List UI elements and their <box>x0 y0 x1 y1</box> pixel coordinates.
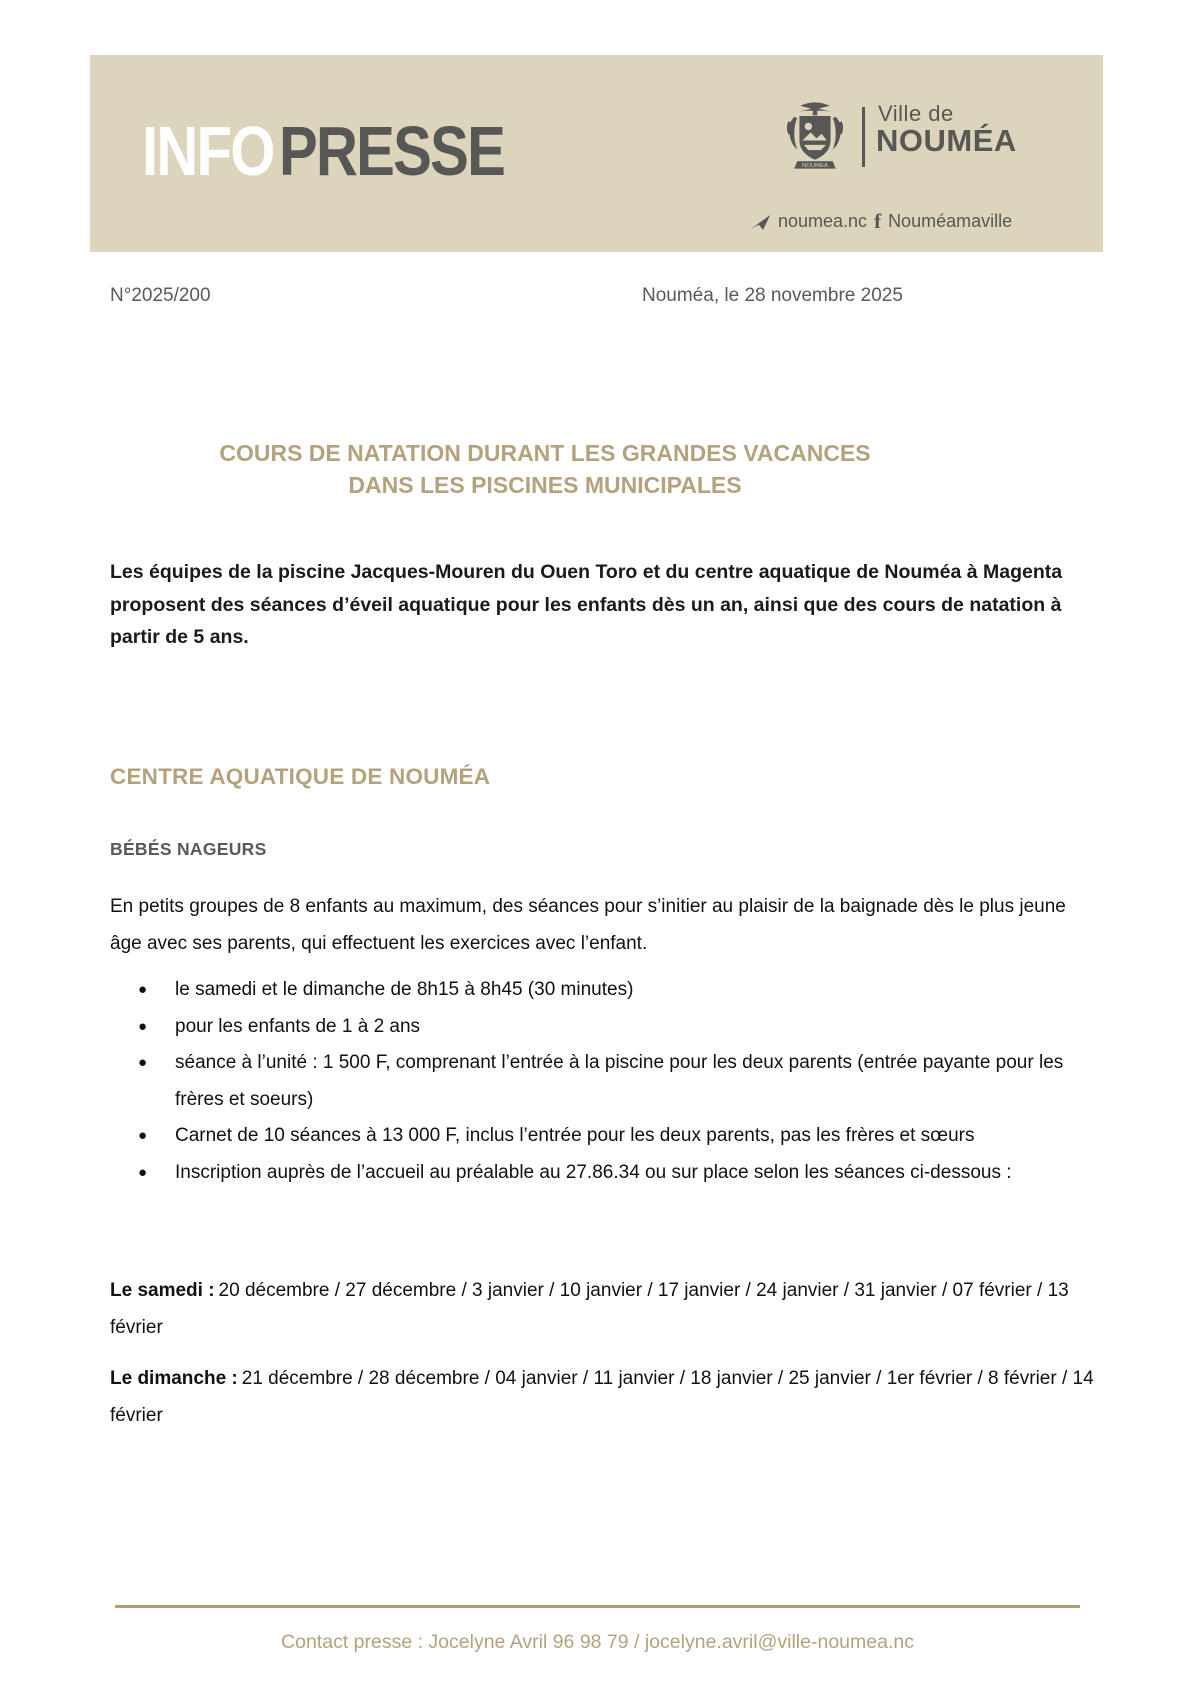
logo-presse-text: PRESSE <box>278 112 505 190</box>
logo-divider <box>862 107 865 167</box>
list-item-text: le samedi et le dimanche de 8h15 à 8h45 (30 minutes) <box>175 979 634 1000</box>
section-subheading: BÉBÉS NAGEURS <box>110 839 267 859</box>
saturday-label: Le samedi : <box>110 1280 215 1301</box>
list-item <box>138 1009 1088 1046</box>
list-item-text: Carnet de 10 séances à 13 000 F, inclus l’entrée pour les deux parents, pas les frères et sœurs <box>175 1125 975 1146</box>
city-name-line1: Ville de <box>878 101 954 126</box>
dateline: Nouméa, le 28 novembre 2025 <box>642 285 903 306</box>
svg-text:NOUMEA: NOUMEA <box>802 163 828 170</box>
title-line1: COURS DE NATATION DURANT LES GRANDES VACANCES <box>219 440 871 466</box>
document-number: N°2025/200 <box>110 285 211 306</box>
document-title <box>112 437 978 501</box>
noumea-coat-of-arms-icon <box>778 101 852 177</box>
facebook-icon: f <box>874 209 882 233</box>
section-heading: CENTRE AQUATIQUE DE NOUMÉA <box>110 764 491 789</box>
bullet-icon: ● <box>138 1127 148 1144</box>
sunday-schedule <box>110 1360 1096 1434</box>
list-item-text: Inscription auprès de l’accueil au préalable au 27.86.34 ou sur place selon les séances ci-dessous : <box>175 1161 1012 1183</box>
city-name-line2: NOUMÉA <box>876 123 1017 158</box>
list-item <box>138 972 1088 1009</box>
title-line2: DANS LES PISCINES MUNICIPALES <box>348 472 742 498</box>
sunday-label: Le dimanche : <box>110 1368 238 1389</box>
logo-info-text: INFO <box>142 112 274 190</box>
press-contact: Contact presse : Jocelyne Avril 96 98 79 / jocelyne.avril@ville-noumea.nc <box>281 1631 914 1653</box>
website-label: noumea.nc <box>778 211 868 231</box>
facebook-label: Nouméamaville <box>888 211 1013 231</box>
list-item-text: pour les enfants de 1 à 2 ans <box>175 1015 421 1037</box>
bebes-nageurs-paragraph: En petits groupes de 8 enfants au maximum, des séances pour s’initier au plaisir de la baignade dès le plus jeune âge avec ses parents, qui effectuent les exercices avec l’enfant. <box>110 896 1066 954</box>
bullet-icon: ● <box>138 1017 148 1035</box>
footer-divider <box>115 1605 1080 1608</box>
list-item-text: séance à l’unité : 1 500 F, comprenant l’entrée à la piscine pour les deux parents (entrée payante pour les frères et soeurs) <box>175 1052 1064 1110</box>
session-details-list <box>138 972 1088 1191</box>
saturday-schedule <box>110 1272 1096 1346</box>
saturday-dates: 20 décembre / 27 décembre / 3 janvier / 10 janvier / 17 janvier / 24 janvier / 31 janvier / 07 février / 13 février <box>110 1280 1069 1338</box>
header-banner <box>90 55 1103 252</box>
city-logo-block <box>750 99 1080 239</box>
list-item <box>138 1045 1088 1118</box>
bullet-icon: ● <box>138 1163 148 1181</box>
bullet-icon: ● <box>138 1054 148 1071</box>
intro-paragraph: Les équipes de la piscine Jacques-Mouren du Ouen Toro et du centre aquatique de Nouméa à Magenta proposent des séances d’éveil aquatique pour les enfants dès un an, ainsi que des cours de natation à partir de 5 ans. <box>110 561 1063 648</box>
infopresse-logo <box>142 101 504 202</box>
bullet-icon: ● <box>138 981 148 998</box>
social-links-row <box>750 209 1012 234</box>
list-item <box>138 1155 1088 1192</box>
website-arrow-icon <box>750 213 771 231</box>
sunday-dates: 21 décembre / 28 décembre / 04 janvier / 11 janvier / 18 janvier / 25 janvier / 1er février / 8 février / 14 février <box>110 1368 1094 1426</box>
list-item <box>138 1118 1088 1155</box>
